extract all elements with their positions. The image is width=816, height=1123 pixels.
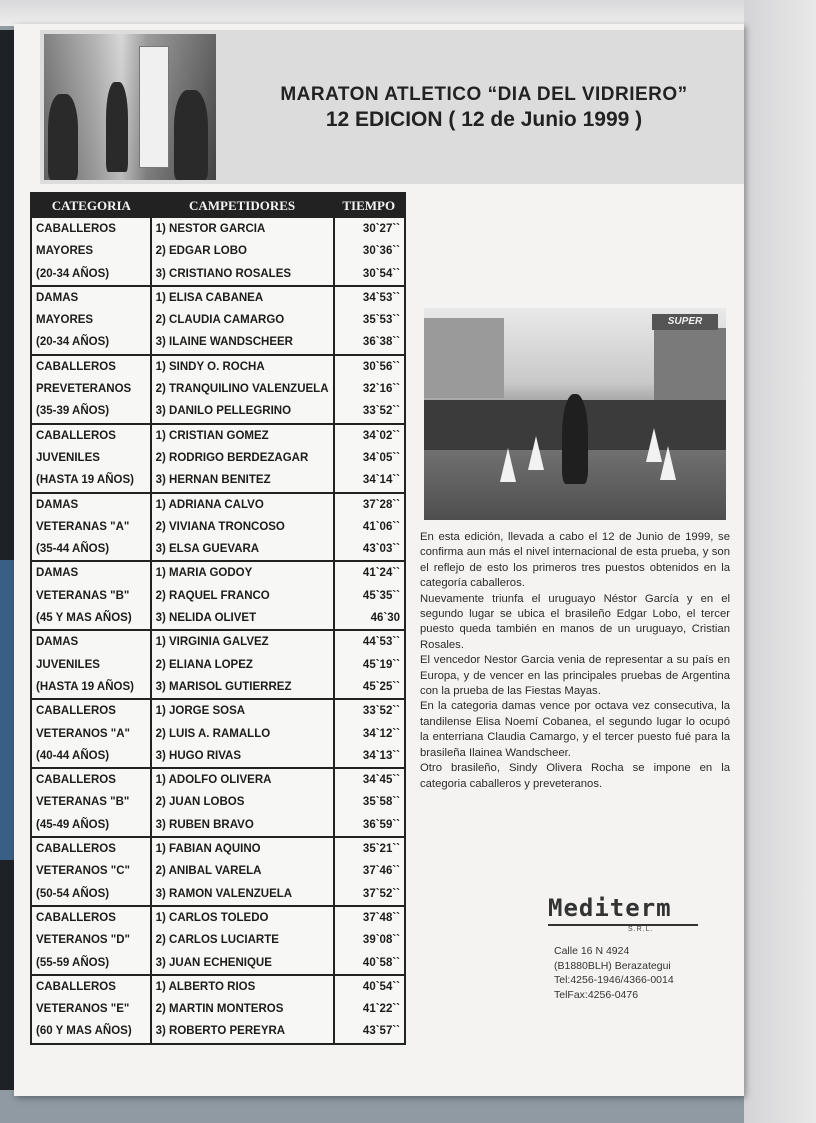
category-line: (HASTA 19 AÑOS) (36, 680, 134, 693)
category-cell (31, 837, 151, 906)
time-line: 34`53`` (362, 291, 400, 304)
competitor-line: 1) NESTOR GARCIA (155, 223, 266, 235)
category-line: VETERANOS "E" (36, 1003, 130, 1016)
competitors-cell (151, 493, 334, 562)
competitor-line: 1) ADRIANA CALVO (155, 498, 264, 511)
category-line: CABALLEROS (36, 223, 116, 235)
category-cell (31, 218, 151, 286)
category-cell (31, 630, 151, 699)
table-row (31, 561, 405, 630)
time-line: 30`56`` (362, 360, 400, 373)
magazine-page (14, 24, 744, 1096)
header-categoria: CATEGORIA (31, 193, 151, 218)
article-paragraph: Otro brasileño, Sindy Olivera Rocha se impone en la categoria caballeros y preveteranos. (420, 762, 730, 790)
sponsor-logo-sub: S.R.L. (628, 926, 654, 933)
category-line: MAYORES (36, 314, 94, 327)
time-cell (334, 355, 405, 424)
category-line: (50-54 AÑOS) (36, 887, 110, 900)
address-line: (B1880BLH) Berazategui (554, 959, 671, 972)
competitor-line: 3) CRISTIANO ROSALES (155, 267, 292, 280)
time-line: 36`38`` (362, 336, 400, 349)
time-line: 46`30 (370, 612, 400, 625)
time-line: 30`27`` (362, 223, 400, 235)
title-line-1: MARATON ATLETICO “DIA DEL VIDRIERO” (280, 84, 688, 105)
time-line: 44`53`` (362, 636, 400, 649)
competitors-cell (151, 286, 334, 355)
competitor-line: 1) ADOLFO OLIVERA (155, 774, 272, 787)
photo-runner (106, 82, 128, 172)
category-line: (HASTA 19 AÑOS) (36, 474, 134, 487)
competitor-line: 1) MARIA GODOY (155, 567, 253, 580)
category-line: DAMAS (36, 567, 79, 580)
category-line: VETERANOS "A" (36, 727, 130, 740)
table-row (31, 493, 405, 562)
table-row (31, 975, 405, 1044)
photo-building (654, 328, 726, 404)
photo-cone (646, 428, 662, 462)
time-line: 34`12`` (362, 727, 400, 740)
time-line: 32`16`` (362, 383, 400, 396)
article-paragraph: Nuevamente triunfa el uruguayo Néstor García y en el segundo lugar se ubica el brasileño Edgar Lobo, el tercer puesto queda también en manos de un uruguayo, Cristian Rosales. (420, 592, 730, 651)
time-line: 45`19`` (362, 658, 400, 671)
competitor-line: 2) VIVIANA TRONCOSO (155, 520, 285, 533)
table-row (31, 768, 405, 837)
competitor-line: 3) HERNAN BENITEZ (155, 474, 271, 487)
category-line: CABALLEROS (36, 911, 116, 924)
competitors-cell (151, 424, 334, 493)
address-line: Calle 16 N 4924 (554, 945, 630, 957)
category-line: CABALLEROS (36, 429, 116, 442)
competitor-line: 1) ALBERTO RIOS (155, 980, 256, 993)
competitor-line: 2) RODRIGO BERDEZAGAR (155, 451, 309, 464)
photo-building (424, 318, 504, 398)
table-row (31, 355, 405, 424)
photo-spectator (174, 90, 208, 180)
time-line: 37`52`` (362, 887, 400, 900)
category-cell (31, 906, 151, 975)
category-line: VETERANOS "D" (36, 934, 130, 947)
photo-cone (660, 446, 676, 480)
time-cell (334, 218, 405, 286)
time-line: 41`24`` (362, 567, 400, 580)
race-photo (424, 308, 726, 520)
competitor-line: 3) RUBEN BRAVO (155, 818, 254, 831)
category-line: DAMAS (36, 636, 79, 649)
category-line: CABALLEROS (36, 980, 116, 993)
time-line: 45`25`` (362, 680, 400, 693)
category-cell (31, 561, 151, 630)
time-cell (334, 286, 405, 355)
category-line: CABALLEROS (36, 843, 116, 856)
category-line: (35-44 AÑOS) (36, 543, 110, 556)
category-line: VETERANOS "C" (36, 865, 130, 878)
category-line: VETERANAS "B" (36, 589, 130, 602)
category-line: JUVENILES (36, 451, 100, 464)
time-cell (334, 837, 405, 906)
photo-spectator (48, 94, 78, 180)
category-cell (31, 355, 151, 424)
sponsor-logo (548, 894, 738, 946)
category-cell (31, 493, 151, 562)
category-line: JUVENILES (36, 658, 100, 671)
competitor-line: 2) CARLOS LUCIARTE (155, 934, 279, 947)
time-line: 33`52`` (362, 705, 400, 718)
competitor-line: 1) SINDY O. ROCHA (155, 360, 265, 373)
category-line: (45 Y MAS AÑOS) (36, 612, 132, 625)
category-line: (35-39 AÑOS) (36, 405, 110, 418)
time-cell (334, 493, 405, 562)
time-line: 41`06`` (362, 520, 400, 533)
competitor-line: 3) JUAN ECHENIQUE (155, 956, 272, 969)
time-line: 35`53`` (362, 314, 400, 327)
category-cell (31, 768, 151, 837)
header-photo (44, 34, 216, 180)
competitors-cell (151, 218, 334, 286)
time-cell (334, 561, 405, 630)
time-line: 45`35`` (362, 589, 400, 602)
photo-cone (528, 436, 544, 470)
competitor-line: 3) RAMON VALENZUELA (155, 887, 293, 900)
background-top (0, 0, 816, 26)
time-cell (334, 975, 405, 1044)
competitor-line: 2) CLAUDIA CAMARGO (155, 314, 285, 327)
time-cell (334, 699, 405, 768)
category-line: (40-44 AÑOS) (36, 749, 110, 762)
time-line: 34`02`` (362, 429, 400, 442)
time-line: 37`28`` (362, 498, 400, 511)
time-line: 33`52`` (362, 405, 400, 418)
competitor-line: 1) FABIAN AQUINO (155, 843, 261, 856)
table-row (31, 286, 405, 355)
competitor-line: 2) RAQUEL FRANCO (155, 589, 270, 602)
sponsor-address (554, 944, 674, 1002)
time-line: 35`21`` (362, 843, 400, 856)
table-row (31, 630, 405, 699)
category-line: VETERANAS "B" (36, 796, 130, 809)
category-line: CABALLEROS (36, 360, 116, 373)
competitor-line: 1) CARLOS TOLEDO (155, 911, 269, 924)
time-line: 43`57`` (362, 1025, 400, 1038)
article-paragraph: En la categoria damas vence por octava vez consecutiva, la tandilense Elisa Noemí Cobanea, el segundo lugar lo ocupó la enterriana Claudia Camargo, y el tercer puesto fué para la brasileña Ilainea Wandscheer. (420, 700, 730, 759)
category-line: PREVETERANOS (36, 383, 132, 396)
article-text (420, 530, 730, 792)
category-line: MAYORES (36, 245, 94, 258)
time-line: 34`05`` (362, 451, 400, 464)
address-line: Tel:4256-1946/4366-0014 (554, 974, 674, 986)
competitor-line: 3) MARISOL GUTIERREZ (155, 680, 292, 693)
time-line: 40`54`` (362, 980, 400, 993)
competitors-cell (151, 355, 334, 424)
time-line: 39`08`` (362, 934, 400, 947)
competitor-line: 2) ANIBAL VARELA (155, 865, 262, 878)
table-row (31, 906, 405, 975)
competitors-cell (151, 630, 334, 699)
time-line: 37`48`` (362, 911, 400, 924)
category-line: CABALLEROS (36, 774, 116, 787)
competitor-line: 2) JUAN LOBOS (155, 796, 245, 809)
photo-runner (562, 394, 588, 484)
article-paragraph: El vencedor Nestor Garcia venia de representar a su país en Europa, y de vencer en las principales pruebas de Argentina con la prueba de las Fiestas Mayas. (420, 654, 730, 698)
title-line-2: 12 EDICION ( 12 de Junio 1999 ) (325, 108, 643, 131)
results-table (30, 192, 406, 1045)
time-line: 30`36`` (362, 245, 400, 258)
category-line: CABALLEROS (36, 705, 116, 718)
category-line: (20-34 AÑOS) (36, 267, 110, 280)
competitor-line: 1) CRISTIAN GOMEZ (155, 429, 269, 442)
competitors-cell (151, 837, 334, 906)
header-competidores: CAMPETIDORES (151, 193, 334, 218)
photo-banner-pole (139, 46, 169, 168)
category-line: (45-49 AÑOS) (36, 818, 110, 831)
table-row (31, 837, 405, 906)
page-title (224, 84, 744, 132)
competitor-line: 3) DANILO PELLEGRINO (155, 405, 292, 418)
competitor-line: 2) ELIANA LOPEZ (155, 658, 253, 671)
table-row (31, 424, 405, 493)
table-row (31, 218, 405, 286)
table-row (31, 699, 405, 768)
time-line: 41`22`` (362, 1003, 400, 1016)
time-line: 43`03`` (362, 543, 400, 556)
competitor-line: 1) JORGE SOSA (155, 705, 246, 718)
competitor-line: 2) MARTIN MONTEROS (155, 1003, 284, 1016)
competitor-line: 2) LUIS A. RAMALLO (155, 727, 271, 740)
competitor-line: 2) EDGAR LOBO (155, 245, 247, 258)
time-line: 40`58`` (362, 956, 400, 969)
sponsor-logo-text: Mediterm (548, 894, 672, 922)
time-line: 30`54`` (362, 267, 400, 280)
category-line: (60 Y MAS AÑOS) (36, 1025, 132, 1038)
category-line: (55-59 AÑOS) (36, 956, 110, 969)
category-line: VETERANAS "A" (36, 520, 130, 533)
category-line: DAMAS (36, 498, 79, 511)
competitor-line: 3) ROBERTO PEREYRA (155, 1025, 286, 1038)
competitor-line: 1) ELISA CABANEA (155, 291, 264, 304)
category-cell (31, 424, 151, 493)
category-cell (31, 975, 151, 1044)
article-paragraph: En esta edición, llevada a cabo el 12 de Junio de 1999, se confirma aun más el nivel internacional de esta prueba, y son el reflejo de esto los primeros tres puestos obtenidos en la categoría caballeros. (420, 531, 730, 590)
competitors-cell (151, 768, 334, 837)
time-line: 35`58`` (362, 796, 400, 809)
competitor-line: 3) ELSA GUEVARA (155, 543, 260, 556)
time-line: 34`14`` (362, 474, 400, 487)
competitors-cell (151, 561, 334, 630)
category-cell (31, 699, 151, 768)
category-cell (31, 286, 151, 355)
logo-underline (548, 924, 698, 926)
time-cell (334, 630, 405, 699)
competitors-cell (151, 906, 334, 975)
time-line: 34`45`` (362, 774, 400, 787)
photo-store-sign: SUPER (652, 314, 718, 330)
table-header-row (31, 193, 405, 218)
competitors-cell (151, 975, 334, 1044)
time-line: 34`13`` (362, 749, 400, 762)
time-cell (334, 906, 405, 975)
time-cell (334, 768, 405, 837)
time-cell (334, 424, 405, 493)
time-line: 37`46`` (362, 865, 400, 878)
competitor-line: 3) HUGO RIVAS (155, 749, 242, 762)
competitor-line: 3) NELIDA OLIVET (155, 612, 257, 625)
header-tiempo: TIEMPO (334, 193, 405, 218)
time-line: 36`59`` (362, 818, 400, 831)
competitors-cell (151, 699, 334, 768)
background-right (744, 0, 816, 1123)
category-line: (20-34 AÑOS) (36, 336, 110, 349)
photo-cone (500, 448, 516, 482)
category-line: DAMAS (36, 291, 79, 304)
competitor-line: 2) TRANQUILINO VALENZUELA (155, 383, 329, 396)
competitor-line: 1) VIRGINIA GALVEZ (155, 636, 269, 649)
competitor-line: 3) ILAINE WANDSCHEER (155, 336, 293, 349)
address-line: TelFax:4256-0476 (554, 988, 639, 1001)
